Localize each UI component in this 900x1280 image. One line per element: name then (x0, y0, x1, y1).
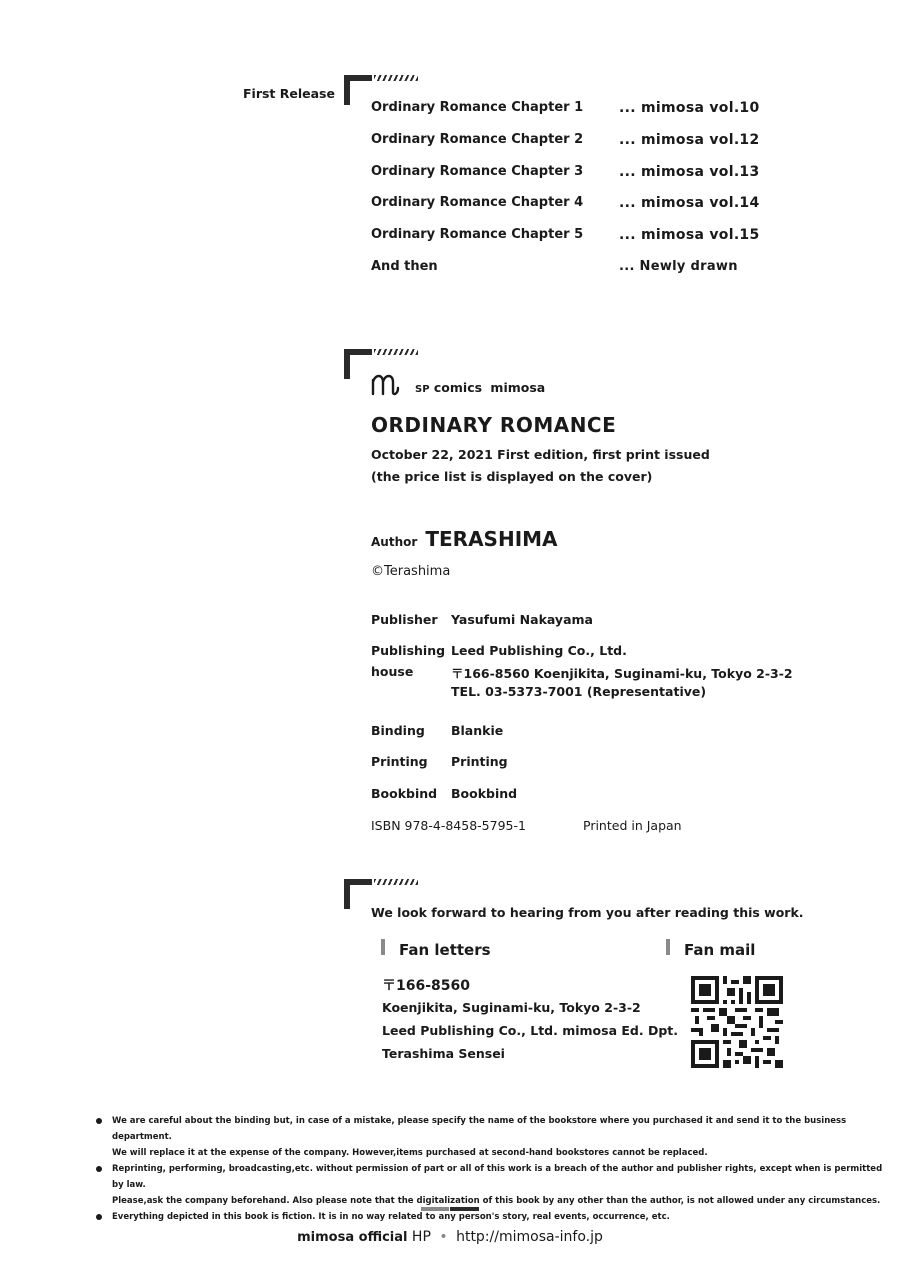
fan-recipient: Terashima Sensei (382, 1046, 505, 1061)
note-item (96, 1161, 886, 1209)
note-line: Please,ask the company beforehand. Also please note that the digitalization of this book by any other than the author, is not allowed under any circumstances. (112, 1196, 881, 1206)
footer-brand: mimosa official (297, 1230, 408, 1245)
notes-list (96, 1113, 886, 1225)
fan-dept: Leed Publishing Co., Ltd. mimosa Ed. Dpt. (382, 1023, 679, 1038)
release-source: ... Newly drawn (619, 259, 738, 274)
release-title: And then (371, 259, 438, 274)
note-item (96, 1209, 886, 1225)
fan-mail-heading: Fan mail (684, 941, 756, 959)
release-title: Ordinary Romance Chapter 1 (371, 100, 584, 115)
note-line: Everything depicted in this book is fiction. It is in no way related to any person's story, real events, occurrence, etc. (112, 1212, 670, 1222)
publisher-value: Yasufumi Nakayama (451, 612, 593, 627)
note-line: We will replace it at the expense of the company. However,items purchased at second-hand bookstores cannot be replaced. (112, 1148, 708, 1158)
release-source: ... mimosa vol.10 (619, 100, 760, 116)
release-title: Ordinary Romance Chapter 2 (371, 132, 584, 147)
release-title: Ordinary Romance Chapter 4 (371, 195, 584, 210)
footer-separator: • (439, 1229, 448, 1245)
release-row (371, 227, 791, 247)
publishing-house-label: Publishing (371, 643, 446, 658)
binding-label: Binding (371, 723, 425, 738)
release-title: Ordinary Romance Chapter 3 (371, 164, 584, 179)
fan-intro: We look forward to hearing from you after reading this work. (371, 905, 804, 920)
imprint-mimosa: mimosa (490, 380, 546, 395)
price-note: (the price list is displayed on the cover) (371, 469, 653, 484)
bullet-icon (96, 1214, 102, 1220)
release-row (371, 195, 791, 215)
footer-hp: HP (411, 1229, 431, 1245)
imprint-sp: SP (415, 384, 430, 395)
bullet-icon (96, 1166, 102, 1172)
author-line (371, 527, 558, 551)
fan-letters-heading: Fan letters (399, 941, 491, 959)
release-row (371, 100, 791, 120)
qr-code-icon[interactable] (691, 976, 783, 1068)
bookbind-value: Bookbind (451, 786, 518, 801)
imprint-comics: comics (433, 380, 483, 395)
first-release-label: First Release (243, 86, 335, 101)
author-name: TERASHIMA (425, 527, 558, 551)
note-line: We are careful about the binding but, in case of a mistake, please specify the name of the bookstore where you purchased it and send it to the business department. (112, 1116, 847, 1142)
binding-value: Blankie (451, 723, 504, 738)
publishing-house-name: Leed Publishing Co., Ltd. (451, 643, 627, 658)
note-line: Reprinting, performing, broadcasting,etc. without permission of part or all of this work is a breach of the author and publisher rights, except when is permitted by law. (112, 1164, 883, 1190)
printed-in: Printed in Japan (583, 818, 682, 833)
release-row (371, 132, 791, 152)
imprint (415, 380, 545, 395)
edition-line: October 22, 2021 First edition, first print issued (371, 447, 710, 462)
fan-address: Koenjikita, Suginami-ku, Tokyo 2-3-2 (382, 1000, 641, 1015)
decorative-bar-dark (450, 1207, 479, 1211)
copyright: ©Terashima (371, 564, 451, 579)
publisher-label: Publisher (371, 612, 438, 627)
publishing-house-tel: TEL. 03-5373-7001 (Representative) (451, 684, 707, 699)
author-label: Author (371, 535, 418, 549)
fan-postal: 〒166-8560 (382, 978, 470, 994)
release-title: Ordinary Romance Chapter 5 (371, 227, 584, 242)
fan-letters-bar (381, 939, 385, 955)
footer (0, 1229, 900, 1245)
release-source: ... mimosa vol.12 (619, 132, 760, 148)
footer-url-link[interactable]: http://mimosa-info.jp (456, 1229, 603, 1245)
release-source: ... mimosa vol.15 (619, 227, 760, 243)
release-row (371, 259, 791, 279)
printing-value: Printing (451, 754, 508, 769)
release-source: ... mimosa vol.14 (619, 195, 760, 211)
note-item (96, 1113, 886, 1161)
release-row (371, 164, 791, 184)
release-source: ... mimosa vol.13 (619, 164, 760, 180)
publishing-house-label-2: house (371, 664, 414, 679)
isbn: ISBN 978-4-8458-5795-1 (371, 818, 526, 833)
mimosa-logo-icon (371, 372, 405, 396)
publishing-house-address: 〒166-8560 Koenjikita, Suginami-ku, Tokyo 2-3-2 (451, 666, 793, 681)
fan-mail-bar (666, 939, 670, 955)
book-title: ORDINARY ROMANCE (371, 413, 617, 437)
bookbind-label: Bookbind (371, 786, 438, 801)
decorative-bar-grey (421, 1207, 449, 1211)
bullet-icon (96, 1118, 102, 1124)
printing-label: Printing (371, 754, 428, 769)
